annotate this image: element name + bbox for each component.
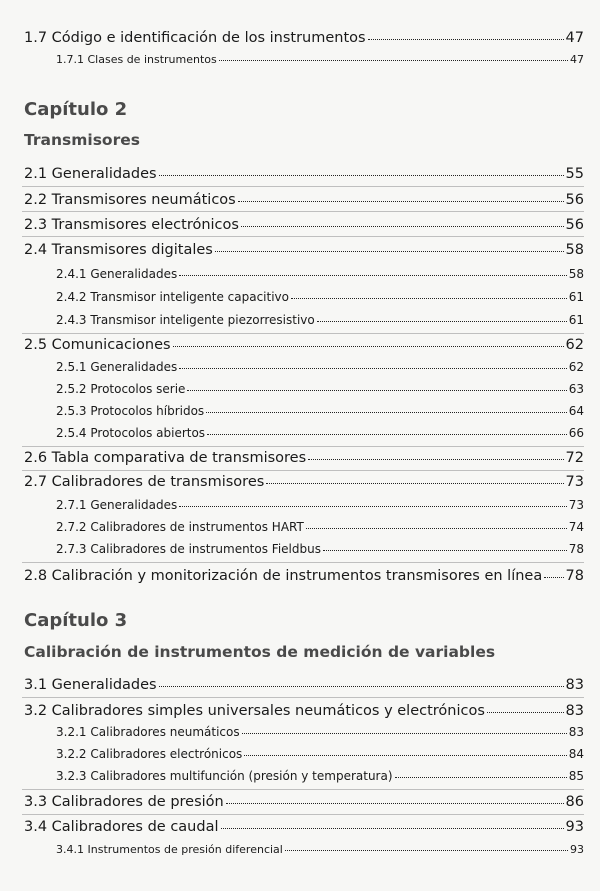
divider (22, 697, 584, 698)
page-number: 85 (568, 769, 584, 783)
dot-leader (215, 251, 564, 252)
dot-leader (487, 712, 564, 713)
entry-title: Calibradores de instrumentos Fieldbus (90, 542, 321, 556)
dot-leader (159, 175, 564, 176)
entry-title: Calibradores de instrumentos HART (90, 520, 304, 534)
dot-leader (219, 60, 568, 61)
entry-number: 2.2 (24, 192, 48, 208)
entry-title: Instrumentos de presión diferencial (87, 843, 283, 856)
entry-number: 3.2.3 (56, 769, 87, 783)
entry-number: 2.7.2 (56, 520, 87, 534)
divider (22, 186, 584, 187)
page-number: 63 (568, 382, 584, 396)
page-number: 62 (568, 360, 584, 374)
page-number: 78 (568, 542, 584, 556)
toc-entry-3-2[interactable] (0, 703, 600, 719)
entry-title: Calibración y monitorización de instrumentos transmisores en línea (51, 568, 543, 584)
toc-entry-2-8[interactable] (0, 568, 600, 584)
page-number: 58 (565, 242, 584, 258)
entry-title: Clases de instrumentos (87, 53, 217, 66)
dot-leader (238, 201, 564, 202)
dot-leader (159, 686, 564, 687)
divider (22, 789, 584, 790)
dot-leader (368, 39, 564, 40)
entry-title: Generalidades (51, 677, 157, 693)
toc-entry-3-4-1[interactable] (0, 843, 600, 856)
entry-title: Protocolos serie (90, 382, 186, 396)
toc-entry-3-1[interactable] (0, 677, 600, 693)
toc-entry-3-2-3[interactable] (0, 769, 600, 783)
chapter-3-title: Calibración de instrumentos de medición de variables (24, 643, 496, 661)
entry-number: 2.4.3 (56, 313, 87, 327)
dot-leader (544, 577, 563, 578)
page-number: 73 (565, 474, 584, 490)
page-number: 47 (565, 30, 584, 46)
entry-number: 2.5.4 (56, 426, 87, 440)
entry-title: Calibradores de presión (51, 794, 224, 810)
entry-title: Calibradores de transmisores (51, 474, 265, 490)
toc-entry-2-2[interactable] (0, 192, 600, 208)
entry-number: 2.5 (24, 337, 48, 353)
page-number: 62 (565, 337, 584, 353)
entry-number: 2.1 (24, 166, 48, 182)
entry-number: 1.7 (24, 30, 48, 46)
entry-number: 2.4.1 (56, 267, 87, 281)
entry-number: 3.1 (24, 677, 48, 693)
dot-leader (317, 321, 567, 322)
page-number: 64 (568, 404, 584, 418)
entry-number: 2.3 (24, 217, 48, 233)
dot-leader (395, 777, 567, 778)
page-number: 93 (565, 819, 584, 835)
entry-number: 1.7.1 (56, 53, 84, 66)
entry-number: 2.5.3 (56, 404, 87, 418)
entry-number: 2.4 (24, 242, 48, 258)
dot-leader (206, 412, 567, 413)
entry-title: Código e identificación de los instrumentos (51, 30, 366, 46)
entry-title: Transmisores neumáticos (51, 192, 236, 208)
divider (22, 562, 584, 563)
page-number: 61 (568, 313, 584, 327)
dot-leader (291, 298, 567, 299)
entry-number: 2.6 (24, 450, 48, 466)
entry-title: Calibradores simples universales neumáticos y electrónicos (51, 703, 485, 719)
divider (22, 470, 584, 471)
entry-number: 3.4.1 (56, 843, 84, 856)
dot-leader (266, 483, 563, 484)
dot-leader (173, 346, 564, 347)
entry-title: Comunicaciones (51, 337, 171, 353)
entry-title: Protocolos híbridos (90, 404, 205, 418)
toc-entry-2-3[interactable] (0, 217, 600, 233)
entry-title: Generalidades (90, 267, 178, 281)
entry-title: Calibradores multifunción (presión y temperatura) (90, 769, 393, 783)
entry-title: Transmisores digitales (51, 242, 213, 258)
dot-leader (306, 528, 567, 529)
dot-leader (323, 550, 567, 551)
divider (22, 446, 584, 447)
page-number: 78 (565, 568, 584, 584)
toc-entry-2-5-3[interactable] (0, 404, 600, 418)
dot-leader (242, 733, 567, 734)
entry-number: 2.4.2 (56, 290, 87, 304)
toc-entry-3-2-1[interactable] (0, 725, 600, 739)
toc-entry-2-6[interactable] (0, 450, 600, 466)
divider (22, 333, 584, 334)
toc-entry-2-7-2[interactable] (0, 520, 600, 534)
entry-number: 3.2 (24, 703, 48, 719)
toc-entry-3-2-2[interactable] (0, 747, 600, 761)
entry-title: Calibradores neumáticos (90, 725, 240, 739)
entry-number: 3.2.1 (56, 725, 87, 739)
page-number: 58 (568, 267, 584, 281)
page-number: 86 (565, 794, 584, 810)
page-number: 83 (565, 677, 584, 693)
entry-title: Transmisor inteligente capacitivo (90, 290, 289, 304)
page-number: 72 (565, 450, 584, 466)
entry-number: 2.7.3 (56, 542, 87, 556)
dot-leader (308, 459, 563, 460)
toc-entry-2-4-1[interactable] (0, 267, 600, 281)
toc-entry-2-5[interactable] (0, 337, 600, 353)
entry-title: Generalidades (90, 498, 178, 512)
entry-number: 3.3 (24, 794, 48, 810)
page-number: 83 (568, 725, 584, 739)
entry-title: Protocolos abiertos (90, 426, 206, 440)
toc-entry-2-5-1[interactable] (0, 360, 600, 374)
toc-entry-2-5-4[interactable] (0, 426, 600, 440)
dot-leader (207, 434, 567, 435)
entry-number: 3.2.2 (56, 747, 87, 761)
dot-leader (241, 226, 564, 227)
page-number: 66 (568, 426, 584, 440)
divider (22, 814, 584, 815)
page-number: 56 (565, 192, 584, 208)
chapter-3-label: Capítulo 3 (24, 610, 128, 631)
toc-entry-2-7-3[interactable] (0, 542, 600, 556)
toc-entry-2-1[interactable] (0, 166, 600, 182)
entry-number: 2.8 (24, 568, 48, 584)
entry-number: 2.7 (24, 474, 48, 490)
toc-entry-2-7-1[interactable] (0, 498, 600, 512)
dot-leader (226, 803, 564, 804)
entry-title: Transmisores electrónicos (51, 217, 239, 233)
toc-entry-2-4[interactable] (0, 242, 600, 258)
page-number: 56 (565, 217, 584, 233)
page-number: 73 (568, 498, 584, 512)
dot-leader (187, 390, 566, 391)
entry-title: Calibradores electrónicos (90, 747, 243, 761)
entry-number: 2.5.2 (56, 382, 87, 396)
entry-number: 3.4 (24, 819, 48, 835)
page-number: 93 (570, 843, 584, 856)
toc-entry-2-4-3[interactable] (0, 313, 600, 327)
page-number: 47 (570, 53, 584, 66)
toc-entry-3-4[interactable] (0, 819, 600, 835)
entry-title: Generalidades (51, 166, 157, 182)
chapter-2-label: Capítulo 2 (24, 99, 128, 120)
entry-title: Generalidades (90, 360, 178, 374)
dot-leader (244, 755, 566, 756)
toc-entry-2-4-2[interactable] (0, 290, 600, 304)
entry-title: Tabla comparativa de transmisores (51, 450, 307, 466)
page-number: 61 (568, 290, 584, 304)
chapter-2-title: Transmisores (24, 131, 140, 149)
entry-title: Transmisor inteligente piezorresistivo (90, 313, 315, 327)
page-number: 84 (568, 747, 584, 761)
dot-leader (221, 828, 564, 829)
dot-leader (179, 275, 566, 276)
toc-entry-2-5-2[interactable] (0, 382, 600, 396)
toc-entry-1-7[interactable] (0, 30, 600, 46)
dot-leader (179, 368, 566, 369)
entry-number: 2.5.1 (56, 360, 87, 374)
page-number: 74 (568, 520, 584, 534)
dot-leader (179, 506, 566, 507)
divider (22, 211, 584, 212)
page-number: 83 (565, 703, 584, 719)
entry-number: 2.7.1 (56, 498, 87, 512)
toc-entry-2-7[interactable] (0, 474, 600, 490)
toc-entry-3-3[interactable] (0, 794, 600, 810)
toc-entry-1-7-1[interactable] (0, 53, 600, 66)
divider (22, 236, 584, 237)
entry-title: Calibradores de caudal (51, 819, 219, 835)
dot-leader (285, 850, 568, 851)
page-number: 55 (565, 166, 584, 182)
